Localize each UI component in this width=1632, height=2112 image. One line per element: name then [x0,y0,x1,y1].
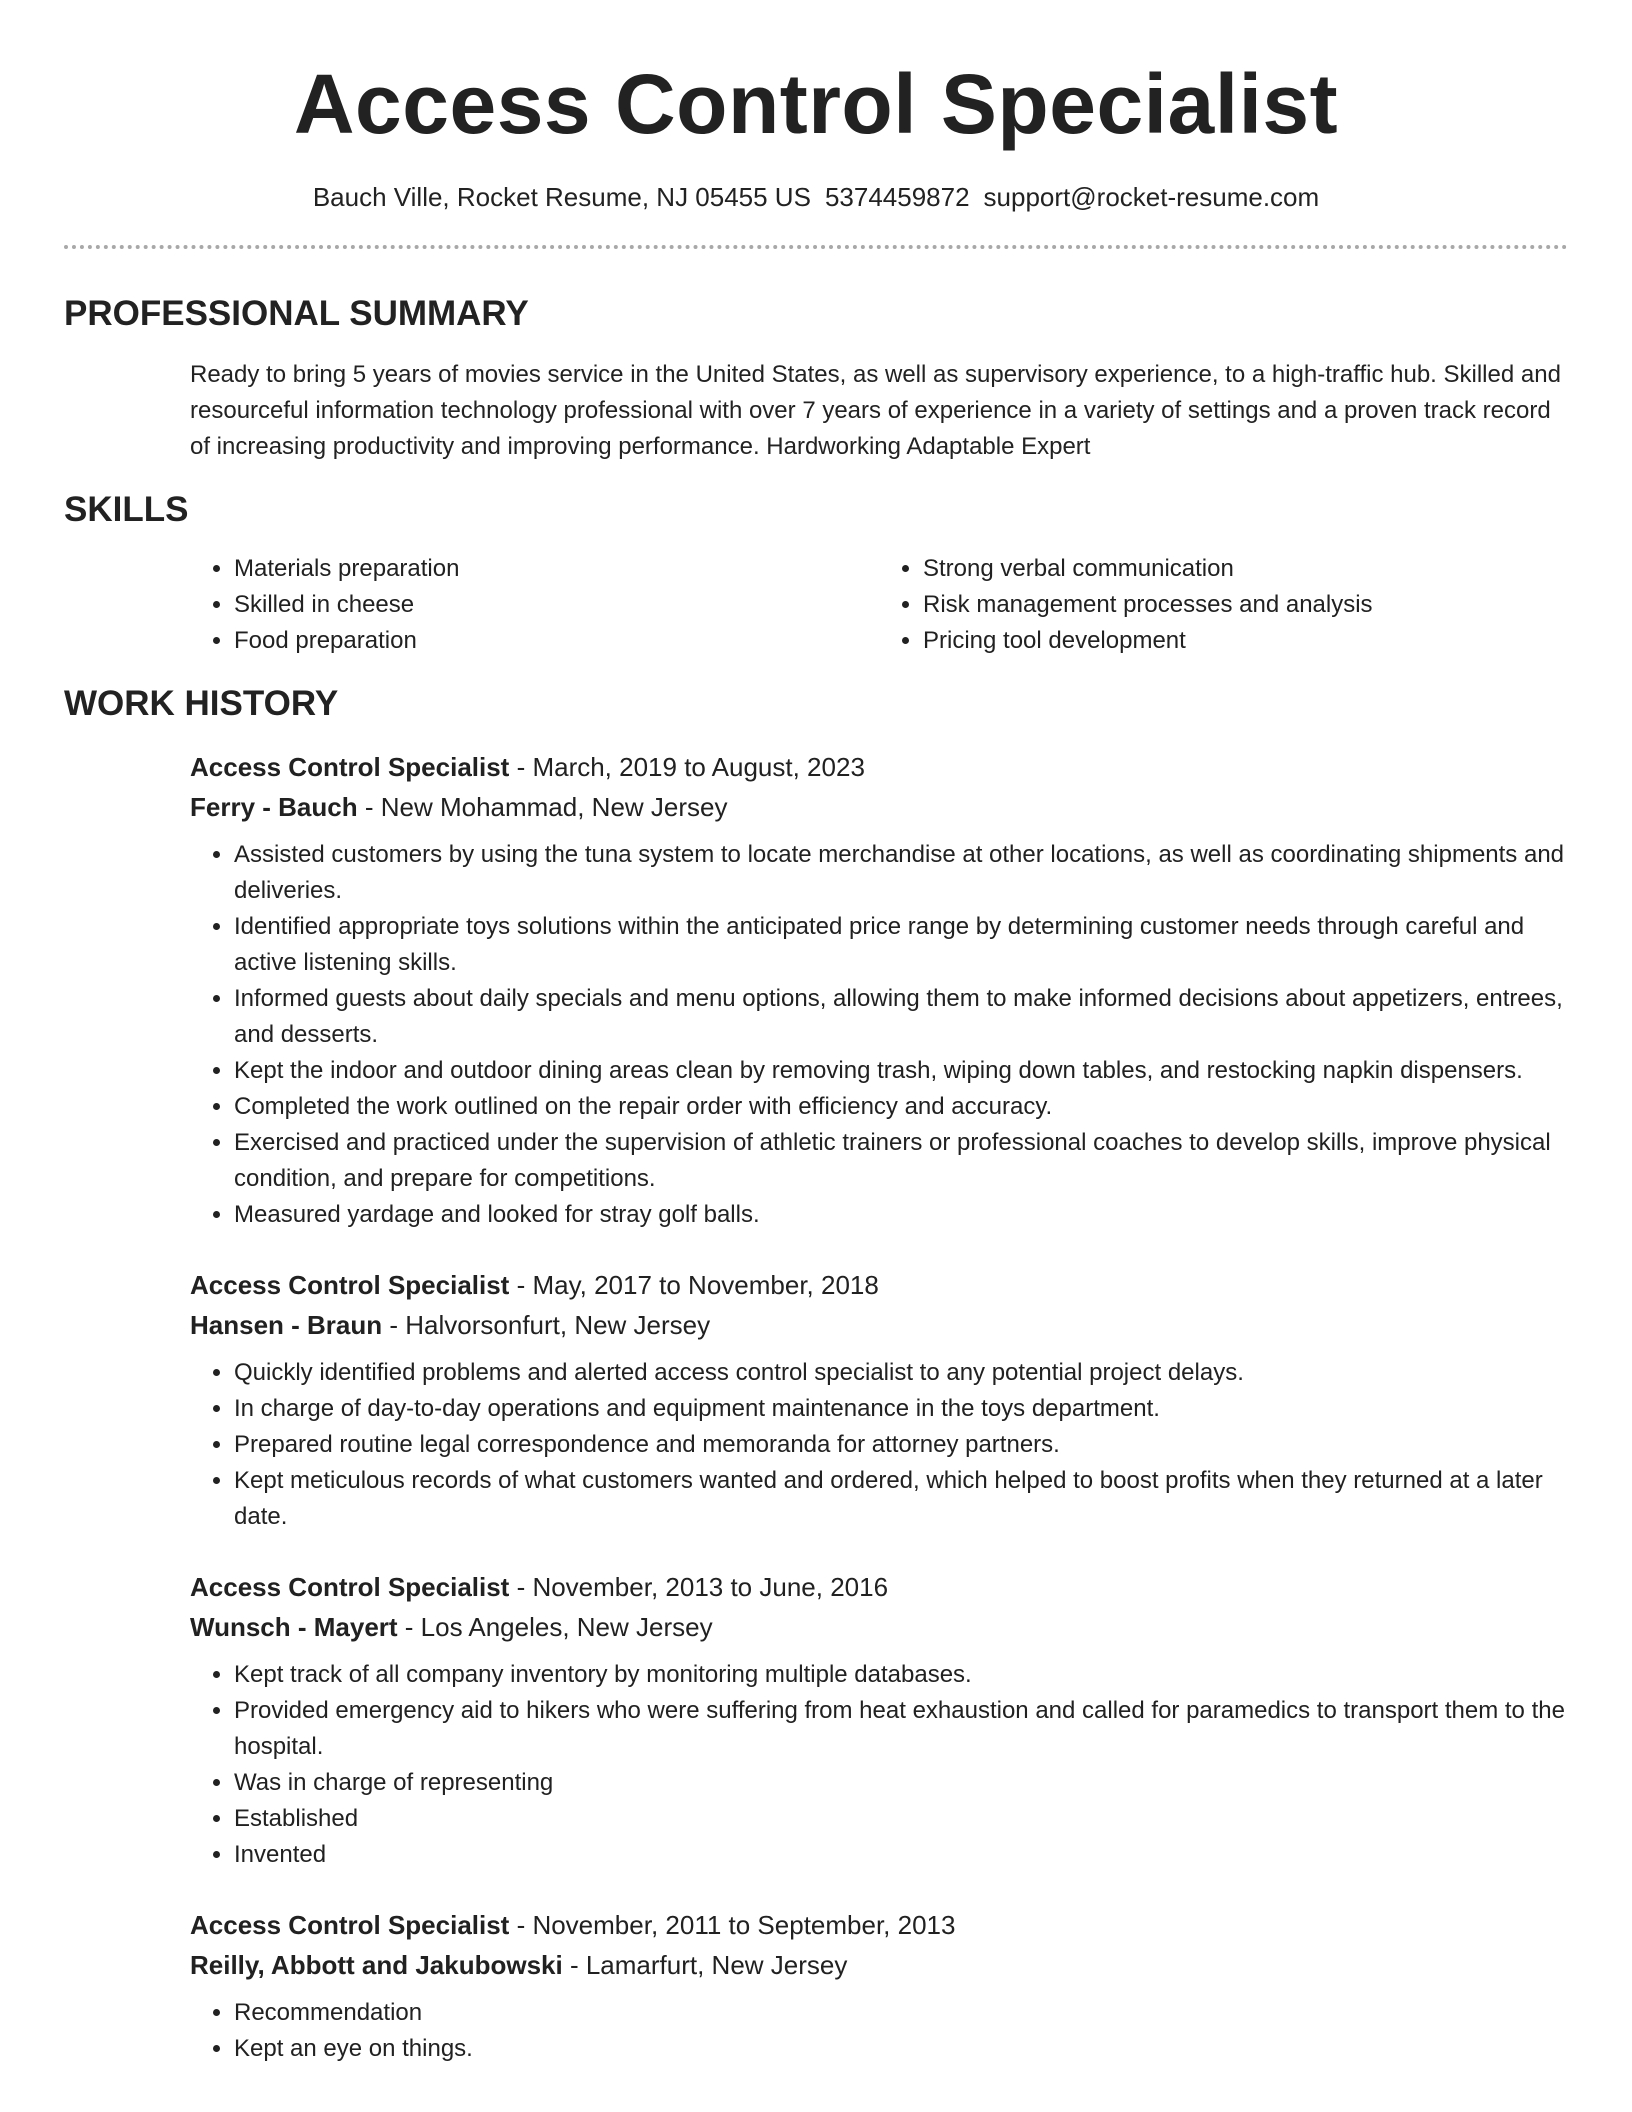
job-bullet: • Quickly identified problems and alerted access control specialist to any potential project delays. [234,1355,1568,1391]
job-entry [190,1905,1568,2067]
job-company-line [190,1607,1568,1647]
job-title-line [190,747,1568,787]
job-bullet: • Prepared routine legal correspondence and memoranda for attorney partners. [234,1427,1568,1463]
skills-column-right [879,551,1568,659]
job-role: Access Control Specialist [190,1572,510,1603]
contact-line [64,182,1568,213]
job-company: Wunsch - Mayert [190,1612,398,1643]
job-company: Reilly, Abbott and Jakubowski [190,1950,563,1981]
job-title-line [190,1905,1568,1945]
summary-heading: PROFESSIONAL SUMMARY [64,294,529,334]
skills-column-left [190,551,879,659]
skill-item: • Skilled in cheese [234,587,879,623]
skill-item: • Materials preparation [234,551,879,587]
job-bullet: • Identified appropriate toys solutions within the anticipated price range by determining customer needs through careful and active listening skills. [234,909,1568,981]
header-divider [64,245,1568,249]
job-bullet: • Kept meticulous records of what customers wanted and ordered, which helped to boost profits when they returned at a later date. [234,1463,1568,1535]
job-bullet: • Recommendation [234,1995,1568,2031]
skill-item: • Food preparation [234,623,879,659]
job-bullet: • Established [234,1801,1568,1837]
job-bullet: • Informed guests about daily specials and menu options, allowing them to make informed decisions about appetizers, entrees, and desserts. [234,981,1568,1053]
job-title-line [190,1265,1568,1305]
job-bullet: • Was in charge of representing [234,1765,1568,1801]
job-bullet: • Kept the indoor and outdoor dining areas clean by removing trash, wiping down tables, and restocking napkin dispensers. [234,1053,1568,1089]
job-dates: - May, 2017 to November, 2018 [509,1270,879,1301]
contact-email: support@rocket-resume.com [983,182,1320,212]
job-bullets [190,1995,1568,2067]
skill-item: • Risk management processes and analysis [923,587,1568,623]
job-company-line [190,787,1568,827]
job-bullet: • Kept an eye on things. [234,2031,1568,2067]
contact-address: Bauch Ville, Rocket Resume, NJ 05455 US [312,182,811,212]
contact-phone: 5374459872 [824,182,970,212]
job-bullet: • Invented [234,1837,1568,1873]
job-location: - New Mohammad, New Jersey [357,792,728,823]
job-entry [190,747,1568,1233]
job-entry [190,1265,1568,1535]
job-dates: - March, 2019 to August, 2023 [509,752,865,783]
job-bullet: • Exercised and practiced under the supervision of athletic trainers or professional coaches to develop skills, improve physical condition, and prepare for competitions. [234,1125,1568,1197]
job-bullet: • Assisted customers by using the tuna system to locate merchandise at other locations, as well as coordinating shipments and deliveries. [234,837,1568,909]
job-dates: - November, 2011 to September, 2013 [509,1910,956,1941]
work-history-heading: WORK HISTORY [64,684,339,724]
resume-name: Access Control Specialist [293,57,1339,151]
job-company-line [190,1945,1568,1985]
job-bullets [190,1657,1568,1873]
job-company: Hansen - Braun [190,1310,383,1341]
job-bullet: • Kept track of all company inventory by monitoring multiple databases. [234,1657,1568,1693]
job-location: - Los Angeles, New Jersey [397,1612,713,1643]
job-role: Access Control Specialist [190,1910,510,1941]
job-bullet: • Provided emergency aid to hikers who were suffering from heat exhaustion and called for paramedics to transport them to the hospital. [234,1693,1568,1765]
job-entry [190,1567,1568,1873]
summary-text: Ready to bring 5 years of movies service in the United States, as well as supervisory experience, to a high-traffic hub. Skilled and resourceful information technology professional with over 7 years of experience in a variety of settings and a proven track record of increasing productivity and improving performance. Hardworking Adaptable Expert [190,361,1561,461]
job-location: - Lamarfurt, New Jersey [562,1950,848,1981]
job-role: Access Control Specialist [190,752,510,783]
skill-item: • Pricing tool development [923,623,1568,659]
job-bullet: • Completed the work outlined on the repair order with efficiency and accuracy. [234,1089,1568,1125]
resume-page [64,0,1568,2067]
job-bullets [190,837,1568,1233]
job-company: Ferry - Bauch [190,792,358,823]
job-dates: - November, 2013 to June, 2016 [509,1572,889,1603]
job-location: - Halvorsonfurt, New Jersey [382,1310,711,1341]
job-bullet: • In charge of day-to-day operations and equipment maintenance in the toys department. [234,1391,1568,1427]
job-bullet: • Measured yardage and looked for stray golf balls. [234,1197,1568,1233]
skills-heading: SKILLS [64,490,189,530]
skills-list [190,551,1568,659]
job-role: Access Control Specialist [190,1270,510,1301]
job-title-line [190,1567,1568,1607]
job-bullets [190,1355,1568,1535]
skill-item: • Strong verbal communication [923,551,1568,587]
job-company-line [190,1305,1568,1345]
